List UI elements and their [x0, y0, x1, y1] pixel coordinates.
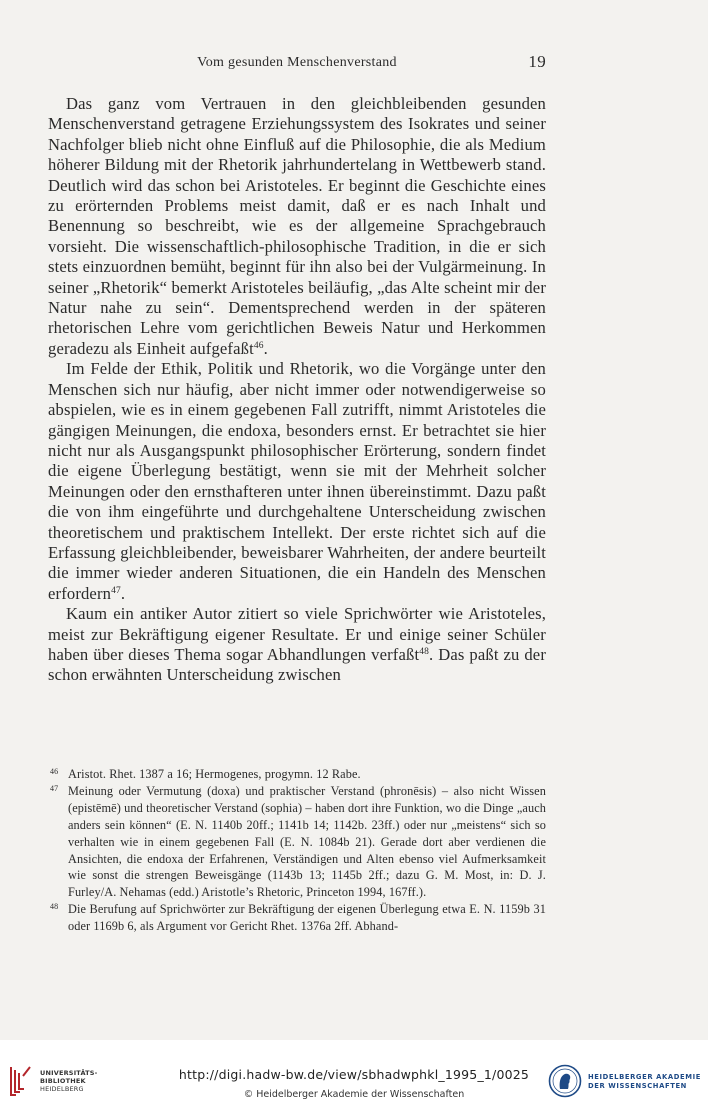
footnote-48 [48, 901, 546, 935]
library-line-3: HEIDELBERG [40, 1085, 84, 1093]
paragraph-1-end: . [263, 338, 268, 358]
academy-seal-icon [548, 1064, 582, 1098]
footnote-text: Aristot. Rhet. 1387 a 16; Hermogenes, progymn. 12 Rabe. [68, 767, 361, 781]
footnote-text: Meinung oder Vermutung (doxa) und praktischer Verstand (phronēsis) – also nicht Wissen (epistēmē) und theoretischer Verstand (sophia) – haben dort ihre Funktion, wo die Dinge „auch anders sein können“ (E. N. 1140b 20ff.; 1141b 14; 1142b. 23ff.) oder nur „meistens“ sich so verhalten wie in einem gegebenen Fall (E. N. 1084b 21). Gerade dort aber verdienen die Ansichten, die endoxa der Erfahrenen, Verständigen und Alten ebenso viel Aufmerksamkeit wie sonst die strengen Beweisgänge (1143b 13; 1145b 2ff.; dazu G. M. Most, in: D. J. Furley/A. Nehamas (edd.) Aristotle’s Rhetoric, Princeton 1994, 167ff.). [68, 783, 546, 900]
paragraph-3-end: . Das paßt zu der schon erwähnten Unterscheidung zwischen [48, 644, 546, 685]
footnote-47 [48, 783, 546, 901]
footnote-number: 47 [50, 783, 59, 793]
paragraph-2-text: Im Felde der Ethik, Politik und Rhetorik, wo die Vorgänge unter den Menschen sich nur häufig, aber nicht immer oder notwendigerweise so abspielen, wie es in einem gegebenen Fall zutrifft, nimmt Aristoteles die gängigen Meinungen, die endoxa, besonders ernst. Er betrachtet sie hier nicht nur als Ausgangspunkt philosophischer Erörterung, sondern findet die eigene Überlegung bestätigt, wenn sie mit der Mehrheit solcher Meinungen oder den ernsthafteren unter ihnen übereinstimmt. Dazu paßt die von ihm eingeführte und durchgehaltene Unterscheidung zwischen theoretischem und praktischem Intellekt. Der erste richtet sich auf die Erfassung gleichbleibender, beweisbarer Wahrheiten, der andere beurteilt die immer wieder anderen Situationen, die ein Handeln des Menschen erfordern [48, 359, 546, 603]
paragraph-3-text: Kaum ein antiker Autor zitiert so viele Sprichwörter wie Aristoteles, meist zur Bekräftigung eigener Resultate. Er und einige seiner Schüler haben über dieses Thema sogar Abhandlungen verfaßt [48, 604, 546, 664]
academy-line-1: HEIDELBERGER AKADEMIE [588, 1073, 701, 1081]
footnote-number: 48 [50, 902, 59, 912]
viewer-footer [0, 1040, 708, 1107]
permalink-url[interactable]: http://digi.hadw-bw.de/view/sbhadwphkl_1995_1/0025 [178, 1067, 530, 1082]
footnote-text: Die Berufung auf Sprichwörter zur Bekräftigung der eigenen Überlegung etwa E. N. 1159b 31 oder 1169b 6, als Argument vor Gericht Rhet. 1376a 2ff. Abhand- [68, 902, 546, 934]
body-text [48, 94, 546, 686]
running-title: Vom gesunden Menschenverstand [197, 55, 397, 70]
paragraph-1 [48, 94, 546, 359]
paragraph-1-text: Das ganz vom Vertrauen in den gleichbleibenden gesunden Menschenverstand getragene Erziehungssystem des Isokrates und seiner Nachfolger blieb nicht ohne Einfluß auf die Philosophie, die als Medium höherer Bildung mit der Rhetorik jahrhundertelang in Wettbewerb stand. Deutlich wird das schon bei Aristoteles. Er beginnt die Geschichte eines zu erörternden Problems meist damit, daß er es nach Inhalt und Benennung so beschreibt, wie es der allgemeine Sprachgebrauch vorsieht. Die wissenschaftlich-philosophische Tradition, in die er sich stets einzuordnen bemüht, beginnt für ihn also bei der Vulgärmeinung. In seiner „Rhetorik“ bemerkt Aristoteles beiläufig, „das Alte scheint mir der Natur nahe zu sein“. Dementsprechend werden in der späteren rhetorischen Lehre vom gerichtlichen Beweis Natur und Herkommen geradezu als Einheit aufgefaßt [48, 94, 546, 358]
footnote-ref-47: 47 [111, 585, 121, 596]
paragraph-2-end: . [120, 583, 126, 603]
footnote-ref-46: 46 [253, 340, 264, 351]
footnote-number: 46 [50, 767, 59, 776]
library-line-1: UNIVERSITÄTS- [40, 1069, 98, 1077]
paragraph-2 [48, 359, 546, 604]
page-number: 19 [528, 52, 546, 71]
academy-line-2: DER WISSENSCHAFTEN [588, 1081, 687, 1090]
library-line-2: BIBLIOTHEK [40, 1077, 86, 1085]
footnotes [48, 766, 546, 935]
copyright-notice: © Heidelberger Akademie der Wissenschaften [243, 1089, 465, 1100]
footnote-ref-48: 48 [419, 646, 430, 657]
academy-name [588, 1073, 701, 1090]
paragraph-3 [48, 604, 546, 686]
footnote-46 [48, 766, 546, 783]
